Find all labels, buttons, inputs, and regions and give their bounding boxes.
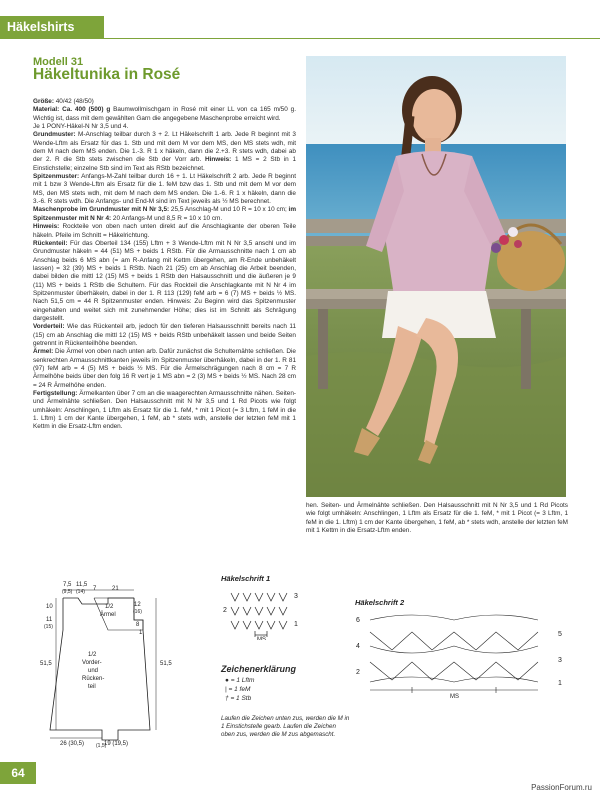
sleeve-text: Die Ärmel von oben nach unten arb. Dafür zunächst die Schulternähte schließen. Die senkrechten Armausschnittkanten jeweils im Spitzenmuster überhäkeln, dabei in der 1. R 81 (97) feM arb = 4 (5) MS + beids ½ MS. Für die Ärmelschrägungen nach 8 cm = 7 R Ärmelhöhe beids über den folg 16 R vert je 1 MS abn = 2 (3) MS + beids ½ MS. Nach 28 cm = 24 R Ärmelhöhe enden. — [33, 348, 296, 389]
sleeve-paragraph — [33, 348, 296, 390]
lace-pattern-label: Spitzenmuster: — [33, 173, 80, 181]
chart2-diagram — [352, 610, 582, 700]
legend-fem — [225, 686, 250, 693]
chart1-title: Häkelschrift 1 — [221, 574, 271, 583]
gauge2-text: 20 Anfangs-M und 8,5 R = 10 x 10 cm. — [111, 214, 223, 222]
dim-right-1: 1 — [139, 630, 143, 636]
legend-note: Laufen die Zeichen unten zus, werden die M in 1 Einstichstelle gearb. Laufen die Zeichen oben zus, werden die M zus abgemascht. — [221, 715, 350, 738]
chart2-row3: 3 — [558, 657, 562, 664]
dim-bottom-a: 26 (30,5) — [60, 741, 85, 747]
lace-pattern-paragraph — [33, 173, 296, 206]
legend-lftm — [225, 677, 254, 684]
chart2-row1: 1 — [558, 680, 562, 687]
legend-lftm-text: = 1 Lftm — [230, 677, 255, 684]
section-tab: Häkelshirts — [0, 16, 104, 38]
dim-right-8: 8 — [136, 622, 140, 628]
note-paragraph — [33, 223, 296, 240]
finishing-text: Ärmelkanten über 7 cm an die waagerechten Armausschnitte nähen. Seiten- und Ärmelnähte schließen. Den Halsausschnitt mit N Nr 3,5 und 1 Rd Picots wie folgt umhäkeln: Anschlingen, 1 Lftm als Ersatz für die 1. feM, * mit 1 Picot (= 3 Lftm, 1 feM in die 1. Lftm) 1 cm der Kante übergehen, 1 feM, ab * stets wdh, anstelle der letzten feM mit 1 Kettm in die Ersatz-Lftm enden. — [33, 390, 296, 431]
chart1-diagram — [221, 585, 311, 640]
model-title: Häkeltunika in Rosé — [33, 66, 181, 83]
body-outline — [50, 598, 150, 740]
material-label: Material: Ca. 400 (500) g — [33, 106, 111, 114]
finishing-paragraph — [33, 390, 296, 432]
legend-stb — [225, 695, 251, 702]
sc-symbol: | — [225, 686, 227, 693]
dim-top-d: 21 — [112, 586, 119, 592]
chart1-ms: MS — [257, 637, 266, 640]
body-label-d: Rücken- — [82, 676, 105, 682]
instructions-right-column — [306, 502, 568, 535]
dim-top-b: 11,5 — [76, 582, 88, 588]
legend-stb-text: = 1 Stb — [230, 695, 252, 702]
sleeve-label-a: 1/2 — [105, 604, 114, 610]
front-label: Vorderteil: — [33, 323, 65, 331]
dc-symbol: † — [225, 695, 229, 702]
gauge-label: Maschenprobe im Grundmuster mit N Nr 3,5: — [33, 206, 170, 214]
size-label: Größe: — [33, 98, 54, 105]
sleeve-label-b: Ärmel — [100, 612, 116, 618]
legend-title: Zeichenerklärung — [221, 664, 297, 674]
dim-left-515: 51,5 — [40, 661, 52, 667]
finishing-label: Fertigstellung: — [33, 390, 78, 398]
chart2-row5: 5 — [558, 631, 562, 638]
chart1-row3: 3 — [294, 593, 298, 600]
material-paragraph — [33, 106, 296, 123]
base-pattern-text: M-Anschlag teilbar durch 3 + 2. Lt Häkelschrift 1 arb. Jede R beginnt mit 3 Wende-Lftm als Ersatz für das 1. Stb und mit dem M vor dem MS, den MS stets wdh, mit dem M nach dem MS enden. Die 1.-3. R 1 x häkeln, dann die 2.+3. R stets wdh, dabei ab der 2. R die Stb stets zwischen die Stb der Vorr arb. — [33, 131, 296, 164]
body-label-a: 1/2 — [88, 652, 97, 658]
schematic-diagram — [38, 578, 210, 748]
chart2-row4: 4 — [356, 643, 360, 650]
note-label: Hinweis: — [33, 223, 60, 231]
dim-top-a2: (9,5) — [62, 589, 73, 595]
dim-right-12b: (16) — [133, 609, 142, 615]
back-paragraph — [33, 240, 296, 323]
size-paragraph — [33, 98, 296, 106]
body-label-b: Vorder- — [82, 660, 102, 666]
base-pattern-label: Grundmuster: — [33, 131, 76, 139]
back-text: Für das Oberteil 134 (155) Lftm + 3 Wende-Lftm mit N Nr 3,5 anschl und im Grundmuster häkeln = 44 (51) MS + beids 1 RStb. Für die Armausschnitte nach 1 cm ab Anschlag beids 6 MS abn (= am R-Anfang mit Kettm übergehen, am R-Ende unbehäkelt lassen) = 32 (39) MS + beids 1 RStb. Nach 21 (25) cm ab Anschlag die Arbeit beenden, dabei bilden die mittl 12 (15) MS + beids 1 RStb den Halsausschnitt und die äußeren je 9 (11) MS + beids 1 RStb die Schultern. Für das Rockteil die Anschlagkante mit N Nr 4 im Spitzenmuster überhäkeln, dabei in der 1. R 113 (129) feM arb = 6 (7) MS + beids ½ MS. Nach 51,5 cm = 44 R Spitzenmuster enden. Hinweis: Zu Beginn wird das Spitzenmuster eingehalten und weitet sich mit zunehmender Höhe; dies ist im Schnitt als Schrägung dargestellt. — [33, 239, 296, 322]
dim-bottom-b: 19 (19,5) — [104, 741, 129, 747]
page-number: 64 — [0, 762, 36, 784]
note-text: Rockteile von oben nach unten direkt auf die Anschlagkante der oberen Teile häkeln. Pfeile im Schnitt = Häkelrichtung. — [33, 223, 296, 239]
dim-top-b2: (14) — [76, 589, 85, 595]
legend-fem-text: = 1 feM — [228, 686, 251, 693]
base-pattern-paragraph — [33, 131, 296, 173]
size-value: 40/42 (48/50) — [53, 98, 94, 105]
front-paragraph — [33, 323, 296, 348]
instructions-left-column — [33, 98, 296, 432]
model-number: Modell 31 — [33, 56, 84, 68]
model-photo — [306, 56, 566, 497]
chart2-row6: 6 — [356, 617, 360, 624]
dim-left-10: 10 — [46, 604, 53, 610]
body-label-c: und — [88, 668, 99, 674]
header-rule — [0, 38, 600, 39]
gauge-text: 25,5 Anschlag-M und 10 R = 10 x 10 cm; — [169, 206, 287, 214]
chart2-row2: 2 — [356, 669, 360, 676]
lace-pattern-text: Anfangs-M-Zahl teilbar durch 16 + 1. Lt Häkelschrift 2 arb. Jede R beginnt mit 1 bzw 3 Wende-Lftm als Ersatz für die 1. feM bzw das 1. Stb und mit dem M vor dem MS, den MS stets wdh, mit dem M nach dem MS enden. Die 1.-6. R 1 x häkeln, dann die 3.-6. R stets wdh. Die Anfangs- und End-M sind im Text jeweils als ½ MS berechnet. — [33, 173, 296, 206]
dim-top-a: 7,5 — [63, 582, 72, 588]
body-label-e: teil — [88, 684, 96, 690]
gauge2-label: im Spitzenmuster mit N Nr 4: — [33, 206, 297, 222]
dim-right-12: 12 — [134, 602, 141, 608]
chain-symbol: ● — [225, 677, 229, 684]
front-text: Wie das Rückenteil arb, jedoch für den tieferen Halsausschnitt bereits nach 11 (15) cm ab Anschlag die mittl 12 (15) MS + beids RStb unbehäkelt lassen und beide Seiten getrennt in Rückenteilhöhe beenden. — [33, 323, 296, 347]
dim-top-c: 7 — [93, 586, 97, 592]
needle-paragraph: Je 1 PONY-Häkel-N Nr 3,5 und 4. — [33, 123, 129, 131]
dim-left-11: 11 — [46, 617, 53, 623]
chart1-row1: 1 — [294, 621, 298, 628]
chart2-title: Häkelschrift 2 — [355, 598, 405, 607]
chart2-ms: MS — [450, 694, 459, 700]
material-text: Baumwollmischgarn in Rosé mit einer LL von ca 165 m/50 g. Wichtig ist, dass mit dem gewählten Garn die angegebene Maschenprobe erreicht wird. — [33, 106, 296, 122]
finishing-continued: hen. Seiten- und Ärmelnähte schließen. Den Halsausschnitt mit N Nr 3,5 und 1 Rd Picots wie folgt umhäkeln: Anschlingen, 1 Lftm als Ersatz für die 1. feM, * mit 1 Picot (= 3 Lftm, 1 feM in die 1. Lftm) 1 cm der Kante übergehen, 1 feM, ab * stets wdh, anstelle der letzten feM mit 1 Kettm in die Ersatz-Lftm enden. — [306, 502, 568, 535]
dim-left-11b: (15) — [44, 624, 53, 630]
sleeve-label: Ärmel: — [33, 348, 54, 356]
dim-right-515: 51,5 — [160, 661, 172, 667]
chart1-row2: 2 — [223, 607, 227, 614]
gauge-paragraph — [33, 206, 296, 223]
base-pattern-note: 1 MS = 2 Stb in 1 Einstichstelle; einzelne Stb sind im Text als RStb bezeichnet. — [33, 156, 296, 172]
back-label: Rückenteil: — [33, 239, 68, 247]
watermark: PassionForum.ru — [531, 783, 592, 792]
dim-bottom-c: (1,5) — [96, 743, 107, 748]
base-pattern-note-label: Hinweis: — [201, 156, 232, 164]
